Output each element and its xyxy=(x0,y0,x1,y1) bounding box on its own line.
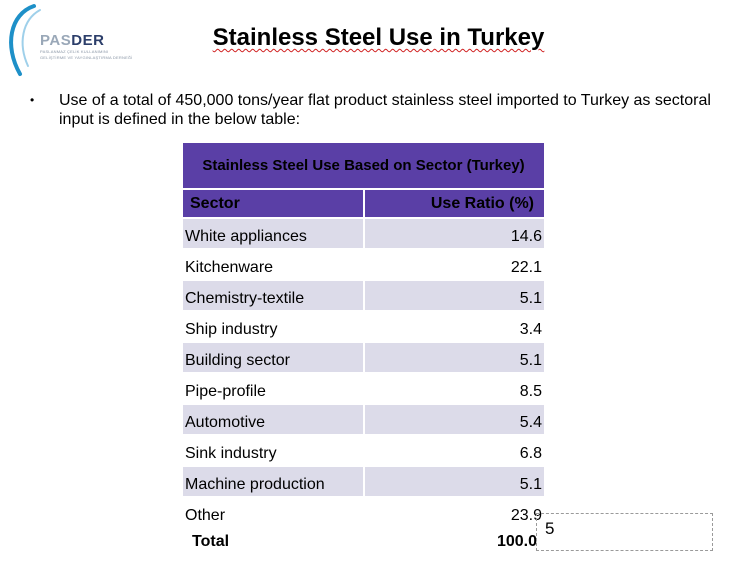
ratio-cell: 5.4 xyxy=(364,404,545,435)
ratio-cell: 5.1 xyxy=(364,466,545,497)
ratio-cell: 6.8 xyxy=(364,435,545,466)
logo-wordmark: PASDER xyxy=(40,32,105,49)
bullet-text: Use of a total of 450,000 tons/year flat product stainless steel imported to Turkey as sectoral input is defined in the below table: xyxy=(59,92,711,128)
table-total-row xyxy=(182,528,545,555)
sector-cell: White appliances xyxy=(182,218,364,249)
sector-cell: Pipe-profile xyxy=(182,373,364,404)
total-label: Total xyxy=(182,528,364,555)
slide-title: Stainless Steel Use in Turkey xyxy=(212,24,545,51)
table-row xyxy=(182,311,545,342)
sector-cell: Kitchenware xyxy=(182,249,364,280)
ratio-cell: 23.9 xyxy=(364,497,545,528)
table-row xyxy=(182,280,545,311)
column-header-sector: Sector xyxy=(182,189,364,218)
sector-use-table xyxy=(181,141,546,556)
ratio-cell: 14.6 xyxy=(364,218,545,249)
bullet-icon: • xyxy=(30,93,35,107)
sector-cell: Automotive xyxy=(182,404,364,435)
ratio-cell: 3.4 xyxy=(364,311,545,342)
logo-tagline-2: GELİŞTİRME VE YAYGINLAŞTIRMA DERNEĞİ xyxy=(40,55,133,60)
sector-cell: Ship industry xyxy=(182,311,364,342)
ratio-cell: 22.1 xyxy=(364,249,545,280)
sector-cell: Chemistry-textile xyxy=(182,280,364,311)
column-header-use-ratio: Use Ratio (%) xyxy=(364,189,545,218)
ratio-cell: 8.5 xyxy=(364,373,545,404)
sector-cell: Other xyxy=(182,497,364,528)
logo-tagline-1: PASLANMAZ ÇELİK KULLANIMINI xyxy=(40,49,109,54)
table-title: Stainless Steel Use Based on Sector (Turkey) xyxy=(182,142,545,189)
table-row xyxy=(182,249,545,280)
table-row xyxy=(182,342,545,373)
table-row xyxy=(182,466,545,497)
ratio-cell: 5.1 xyxy=(364,280,545,311)
table-row xyxy=(182,435,545,466)
page-number: 5 xyxy=(545,519,555,538)
table-row xyxy=(182,497,545,528)
ratio-cell: 5.1 xyxy=(364,342,545,373)
table-row xyxy=(182,218,545,249)
sector-cell: Sink industry xyxy=(182,435,364,466)
page-number-placeholder xyxy=(536,513,713,551)
total-value: 100.0 xyxy=(364,528,545,555)
table-row xyxy=(182,404,545,435)
sector-cell: Building sector xyxy=(182,342,364,373)
sector-cell: Machine production xyxy=(182,466,364,497)
table-row xyxy=(182,373,545,404)
